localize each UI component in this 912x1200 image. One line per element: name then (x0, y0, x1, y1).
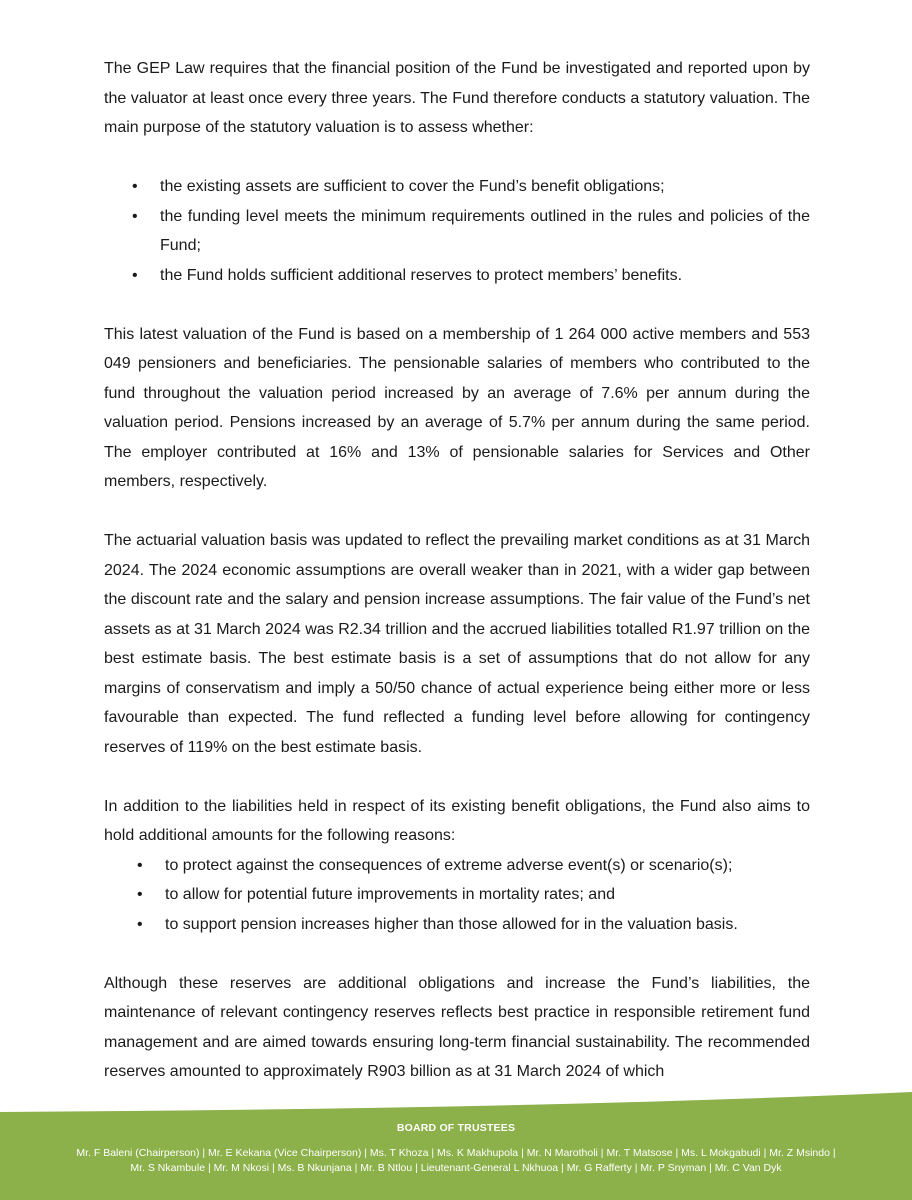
list-item: • to allow for potential future improvements in mortality rates; and (104, 880, 810, 910)
trustee-names (24, 1146, 888, 1176)
paragraph-valuation-requirement: The GEP Law requires that the financial position of the Fund be investigated and reported upon by the valuator at least once every three years. The Fund therefore conducts a statutory valuation. The main purpose of the statutory valuation is to assess whether: (104, 60, 810, 136)
trustee-names-line: Mr. F Baleni (Chairperson) | Mr. E Kekana (Vice Chairperson) | Ms. T Khoza | Ms. K Makhupola | Mr. N Marotholi | Mr. T Matsose | Ms. L Mokgabudi | Mr. Z Msindo | (76, 1147, 836, 1159)
document-body (104, 54, 810, 1087)
list-item: • the existing assets are sufficient to cover the Fund’s benefit obligations; (104, 172, 810, 202)
footer-title: BOARD OF TRUSTEES (396, 1122, 516, 1134)
purpose-bullet-list (104, 172, 810, 290)
paragraph-actuarial-basis: The actuarial valuation basis was updated to reflect the prevailing market conditions as at 31 March 2024. The 2024 economic assumptions are overall weaker than in 2021, with a wider gap between the discount rate and the salary and pension increase assumptions. The fair value of the Fund’s net assets as at 31 March 2024 was R2.34 trillion and the accrued liabilities totalled R1.97 trillion on the best estimate basis. The best estimate basis is a set of assumptions that do not allow for any margins of conservatism and imply a 50/50 chance of actual experience being either more or less favourable than expected. The fund reflected a funding level before allowing for contingency reserves of 119% on the best estimate basis. (104, 532, 810, 756)
list-item: • the funding level meets the minimum requirements outlined in the rules and policies of the Fund; (104, 202, 810, 261)
paragraph-membership: This latest valuation of the Fund is based on a membership of 1 264 000 active members and 553 049 pensioners and beneficiaries. The pensionable salaries of members who contributed to the fund throughout the valuation period increased by an average of 7.6% per annum during the valuation period. Pensions increased by an average of 5.7% per annum during the same period. The employer contributed at 16% and 13% of pensionable salaries for Services and Other members, respectively. (104, 325, 810, 490)
reasons-bullet-list (104, 851, 810, 940)
list-item: • to protect against the consequences of extreme adverse event(s) or scenario(s); (104, 851, 810, 881)
list-item: • to support pension increases higher than those allowed for in the valuation basis. (104, 910, 810, 940)
footer-board-of-trustees (0, 1112, 912, 1200)
list-item: • the Fund holds sufficient additional reserves to protect members’ benefits. (104, 261, 810, 291)
paragraph-reserves: Although these reserves are additional obligations and increase the Fund’s liabilities, the maintenance of relevant contingency reserves reflects best practice in responsible retirement fund management and are aimed towards ensuring long-term financial sustainability. The recommended reserves amounted to approximately R903 billion as at 31 March 2024 of which (104, 974, 810, 1080)
trustee-names-line: Mr. S Nkambule | Mr. M Nkosi | Ms. B Nkunjana | Mr. B Ntlou | Lieutenant-General L Nkhuoa | Mr. G Rafferty | Mr. P Snyman | Mr. C Van Dyk (130, 1162, 782, 1174)
paragraph-additional-amounts: In addition to the liabilities held in respect of its existing benefit obligations, the Fund also aims to hold additional amounts for the following reasons: (104, 797, 810, 844)
